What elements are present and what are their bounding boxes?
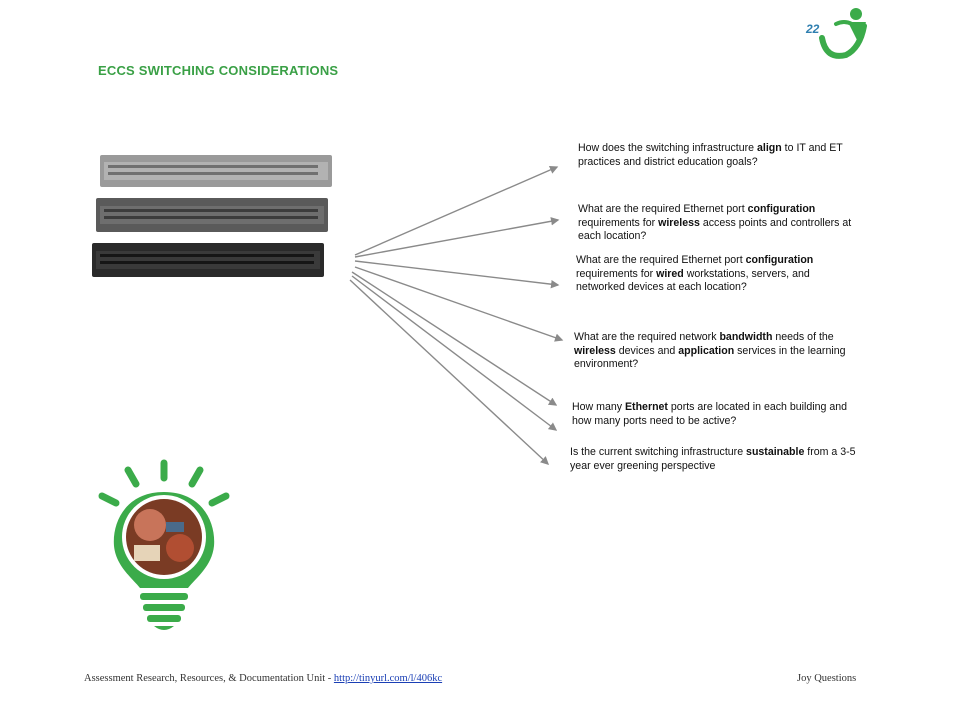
question-4-segment: wireless xyxy=(574,344,616,357)
page-title: ECCS SWITCHING CONSIDERATIONS xyxy=(98,63,339,78)
question-5-segment: ports are located in each building and how many ports need to be active? xyxy=(572,401,848,427)
question-3-segment: wired xyxy=(656,267,684,280)
question-4-segment: devices and xyxy=(615,344,679,357)
question-3-segment: configuration xyxy=(745,254,814,266)
question-5 xyxy=(572,401,857,428)
question-4-segment: What are the required network xyxy=(574,331,720,343)
q4-text xyxy=(574,331,845,370)
question-1 xyxy=(578,142,848,169)
question-6-segment: from a 3-5 year ever greening perspective xyxy=(570,446,856,472)
question-2-segment: requirements for xyxy=(578,216,659,229)
footer-credit-text: Assessment Research, Resources, & Documentation Unit - xyxy=(84,673,334,684)
question-5-segment: Ethernet xyxy=(624,401,668,413)
question-2-segment: What are the required Ethernet port xyxy=(578,203,748,215)
question-2 xyxy=(578,203,863,244)
question-2-segment: access points and controllers at each location? xyxy=(578,216,852,243)
question-3-segment: workstations, servers, and networked devices at each location? xyxy=(576,267,810,294)
question-4-segment: services in the learning environment? xyxy=(574,344,846,371)
footer-link[interactable]: http://tinyurl.com/l/406kc xyxy=(333,673,443,684)
question-6-segment: Is the current switching infrastructure xyxy=(570,446,747,458)
question-1-segment: align xyxy=(757,142,782,154)
question-5-segment: How many xyxy=(572,401,625,413)
q2-text xyxy=(578,203,851,242)
question-6-segment: sustainable xyxy=(746,446,805,458)
footer-author: Joy Questions xyxy=(797,673,857,684)
question-4 xyxy=(574,331,864,372)
question-4-segment: application xyxy=(678,344,735,357)
q5-text xyxy=(572,401,847,427)
footer-credit xyxy=(84,673,442,684)
page-number: 22 xyxy=(806,22,820,36)
question-3 xyxy=(576,254,851,295)
question-2-segment: configuration xyxy=(747,203,816,215)
question-1-segment: How does the switching infrastructure xyxy=(578,142,757,154)
q3-text xyxy=(576,254,813,293)
question-2-segment: wireless xyxy=(658,216,700,229)
question-4-segment: bandwidth xyxy=(719,331,773,343)
q1-text xyxy=(578,142,843,168)
question-6 xyxy=(570,446,865,473)
q6-text xyxy=(570,446,856,472)
question-1-segment: to IT and ET practices and district education goals? xyxy=(578,142,843,168)
question-3-segment: requirements for xyxy=(576,267,657,280)
question-3-segment: What are the required Ethernet port xyxy=(576,254,746,266)
question-4-segment: needs of the xyxy=(772,331,834,343)
